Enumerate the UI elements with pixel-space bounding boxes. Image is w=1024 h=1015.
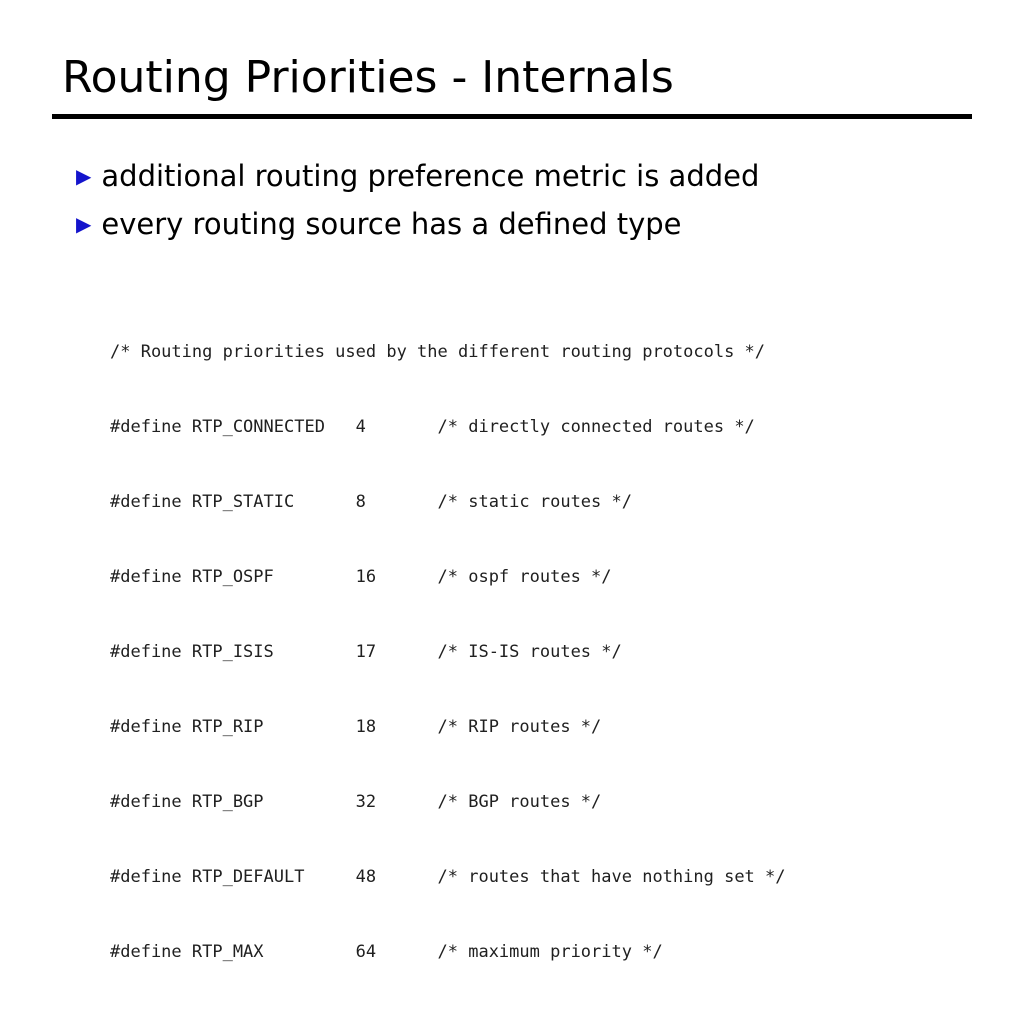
page-title: Routing Priorities - Internals (62, 52, 674, 103)
code-line: #define RTP_MAX 64 /* maximum priority */ (110, 942, 663, 962)
title-divider (52, 114, 972, 119)
bullet-triangle-icon: ▶ (76, 212, 92, 236)
list-item (76, 155, 956, 197)
bullet-list (76, 155, 956, 251)
code-line: #define RTP_OSPF 16 /* ospf routes */ (110, 567, 612, 587)
code-line: #define RTP_ISIS 17 /* IS-IS routes */ (110, 642, 622, 662)
code-snippet (110, 290, 786, 1015)
code-line: #define RTP_DEFAULT 48 /* routes that have nothing set */ (110, 867, 786, 887)
code-line: #define RTP_CONNECTED 4 /* directly connected routes */ (110, 417, 755, 437)
bullet-text: additional routing preference metric is added (101, 159, 760, 193)
bullet-text: every routing source has a defined type (101, 207, 682, 241)
code-line: /* Routing priorities used by the different routing protocols */ (110, 342, 766, 362)
code-line: #define RTP_RIP 18 /* RIP routes */ (110, 717, 602, 737)
code-line: #define RTP_STATIC 8 /* static routes */ (110, 492, 632, 512)
list-item (76, 203, 956, 245)
code-line: #define RTP_BGP 32 /* BGP routes */ (110, 792, 602, 812)
bullet-triangle-icon: ▶ (76, 164, 92, 188)
